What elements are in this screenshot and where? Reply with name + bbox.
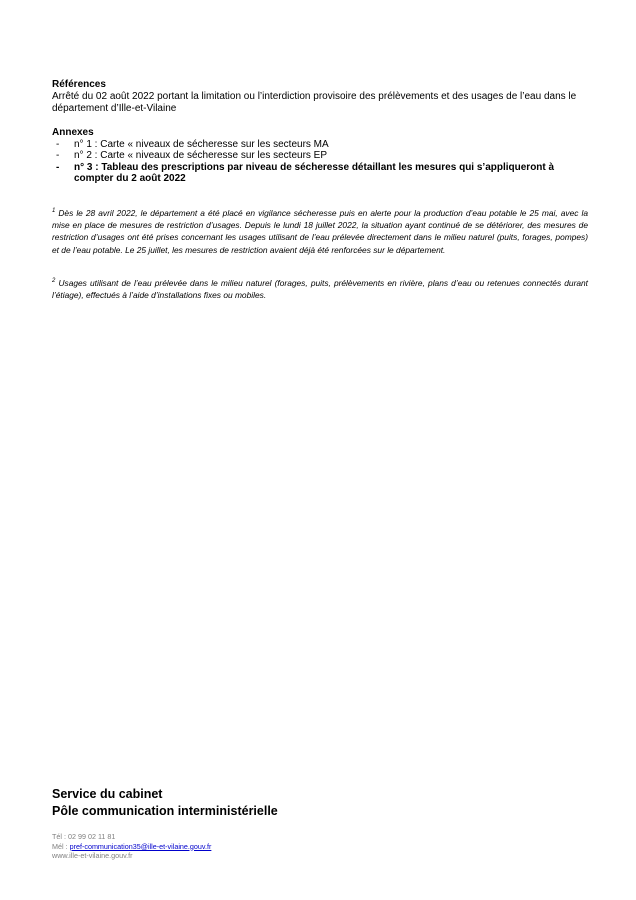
references-heading: Références bbox=[52, 79, 106, 90]
contact-mail-link[interactable]: pref-communication35@ille-et-vilaine.gouv.fr bbox=[69, 841, 212, 851]
annex-item-text: n° 1 : Carte « niveaux de sécheresse sur les secteurs MA bbox=[74, 138, 329, 150]
footnote-text: Dès le 28 avril 2022, le département a été placé en vigilance sécheresse puis en alerte pour la production d’eau potable le 25 mai, avec la mise en place de mesures de restriction d’usages. Depuis le lundi 18 juillet 2022, la situation ayant continué de se détériorer, des mesures de restriction d’usages ont été prises concernant les usages utilisant de l’eau prélevée directement dans le milieu naturel (puits, forages, pompes) et de l’eau potable. Le 25 juillet, les mesures de restriction avaient déjà été renforcées sur le département. bbox=[52, 208, 588, 255]
footnote-2 bbox=[52, 277, 588, 301]
list-dash: - bbox=[56, 161, 60, 173]
footnote-number: 2 bbox=[52, 278, 56, 285]
annex-item-2 bbox=[52, 150, 588, 162]
footnote-1 bbox=[52, 207, 588, 256]
annexes-heading: Annexes bbox=[52, 127, 94, 138]
contact-mail-label: Mél : bbox=[52, 841, 70, 851]
service-title: Service du cabinet bbox=[52, 787, 163, 801]
annex-item-3 bbox=[52, 162, 588, 185]
service-section bbox=[52, 786, 588, 820]
references-section bbox=[52, 79, 588, 115]
contact-mail-line bbox=[52, 842, 588, 852]
footnote-number: 1 bbox=[52, 208, 56, 215]
contact-phone: Tél : 02 99 02 11 81 bbox=[52, 832, 116, 841]
annexes-section bbox=[52, 127, 588, 185]
footnote-text: Usages utilisant de l’eau prélevée dans le milieu naturel (forages, puits, prélèvements en rivière, plans d’eau ou retenues connectés durant l’étiage), effectués à l’aide d’installations fixes ou mobiles. bbox=[52, 278, 588, 301]
annex-item-text: n° 3 : Tableau des prescriptions par niveau de sécheresse détaillant les mesures qui s’appliqueront à compter du 2 août 2022 bbox=[74, 161, 555, 184]
references-text: Arrêté du 02 août 2022 portant la limitation ou l’interdiction provisoire des prélèvements et des usages de l’eau dans le département d’Ille-et-Vilaine bbox=[52, 91, 577, 114]
annex-item-1 bbox=[52, 139, 588, 151]
list-dash: - bbox=[56, 150, 60, 161]
annexes-list bbox=[52, 139, 588, 185]
list-dash: - bbox=[56, 138, 60, 150]
annex-item-text: n° 2 : Carte « niveaux de sécheresse sur les secteurs EP bbox=[74, 150, 328, 161]
contact-section bbox=[52, 832, 588, 861]
contact-website[interactable]: www.ille-et-vilaine.gouv.fr bbox=[52, 851, 133, 860]
service-subtitle: Pôle communication interministérielle bbox=[52, 804, 278, 818]
